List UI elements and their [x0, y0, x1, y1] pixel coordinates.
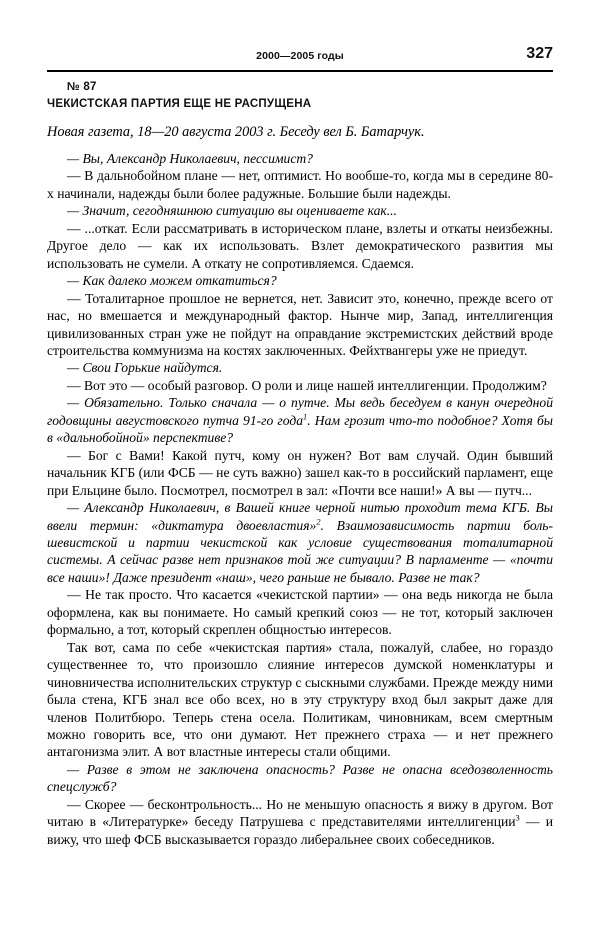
document-title: ЧЕКИСТСКАЯ ПАРТИЯ ЕЩЕ НЕ РАСПУЩЕНА	[47, 98, 312, 110]
interview-answer: — ...откат. Если рассматривать в историческом плане, взлеты и откаты неизбежны. Другое дело — как их использовать. Взлет демократического развития мы использовать не сумели. А откату не сопротивляемся. Сдаемся.	[47, 220, 553, 271]
interview-answer: — Вот это — особый разговор. О роли и лице нашей интеллигенции. Продолжим?	[67, 377, 547, 393]
document-number: № 87	[67, 81, 97, 93]
interview-answer: — Не так просто. Что касается «чекистской партии» — она ведь никогда не была оформлена, как вы понимаете. Но самый крепкий союз — не тот, который заключен формально, а тот, который скреплен общностью интересов.	[47, 587, 553, 638]
document-source-line: Новая газета, 18—20 августа 2003 г. Беседу вел Б. Батарчук.	[47, 124, 425, 140]
interview-question: — Значит, сегодняшнюю ситуацию вы оцениваете как...	[67, 203, 397, 219]
interview-answer: — Бог с Вами! Какой путч, кому он нужен? Вот вам случай. Один бывший начальник КГБ (или ФСБ — не суть важно) зашел как-то в российский парламент, еще при Ельцине было. Посмотрел, посмотрел в зал: «Почти все наши!» А вы — путч...	[47, 447, 553, 498]
interview-answer: — Тоталитарное прошлое не вернется, нет. Зависит это, конечно, прежде всего от нас, но вмешается и международный фактор. Нынче мир, Запад, интеллигенция цивилизованных стран уже не пойдут на оправдание экстремистских действий вроде строительства коммунизма на костях заключенных. Фейхтвангеры уже не приедут.	[47, 290, 553, 358]
interview-question: — Как далеко можем откатиться?	[67, 273, 277, 289]
header-divider	[47, 70, 553, 72]
interview-answer: — В дальнобойном плане — нет, оптимист. Но вообше-то, когда мы в середине 80-х начинали, надежды были более радужные. Большие были надежды.	[47, 168, 553, 201]
interview-question: — Разве в этом не заключена опасность? Разве не опасна вседозволенность спецслужб?	[47, 761, 553, 795]
footnote-reference[interactable]: 2	[316, 515, 321, 526]
interview-answer: Так вот, сама по себе «чекистская партия» стала, пожалуй, слабее, но гораздо существеннее то, что произошло слияние интересов думской номенклатуры и чиновничества исполнительских структур с сыскными службами. Прежде между ними была стена, КГБ знал все обо всех, но в эту структуру вход был закрыт даже для членов Политбюро. Теперь стена осела. Политикам, чиновникам, всем смертным можно говорить все, что они думают. Нет прежнего страха — и нет прежнего антагонизма элит. А вот властные интересы стали общими.	[47, 639, 553, 760]
interview-question: — Александр Николаевич, в Вашей книге черной нитью проходит тема КГБ. Вы ввели термин: «диктатура двоевластия»$^2$. Взаимозависимость партии большевистской и партии чекистской как условие существования тоталитарной системы. А сейчас разве нет признаков той же ситуации? В парламенте — «почти все наши»! Даже президент «наш», чего раньше не бывало. Разве не так?	[47, 500, 554, 585]
interview-question: — Свои Горькие найдутся.	[67, 360, 223, 376]
document-body	[47, 150, 553, 848]
interview-answer: — Скорее — бесконтрольность... Но не меньшую опасность я вижу в другом. Вот читаю в «Литературке» беседу Патрушева с представителями интеллигенции$^3$ — и вижу, что шеф ФСБ высказывается гораздо либеральнее своих собеседников.	[47, 796, 553, 847]
running-head-title: 2000—2005 годы	[256, 50, 344, 62]
footnote-reference[interactable]: 1	[303, 411, 308, 422]
interview-question: — Вы, Александр Николаевич, пессимист?	[67, 151, 313, 166]
interview-question: — Обязательно. Только сначала — о путче. Мы ведь беседуем в канун очередной годовщины августовского путча 91-го года$^1$. Нам грозит что-то подобное? Хотя бы в «дальнобойной» перспективе?	[47, 395, 553, 446]
page-number: 327	[526, 45, 553, 62]
footnote-reference[interactable]: 3	[515, 812, 520, 823]
running-head	[47, 45, 553, 70]
